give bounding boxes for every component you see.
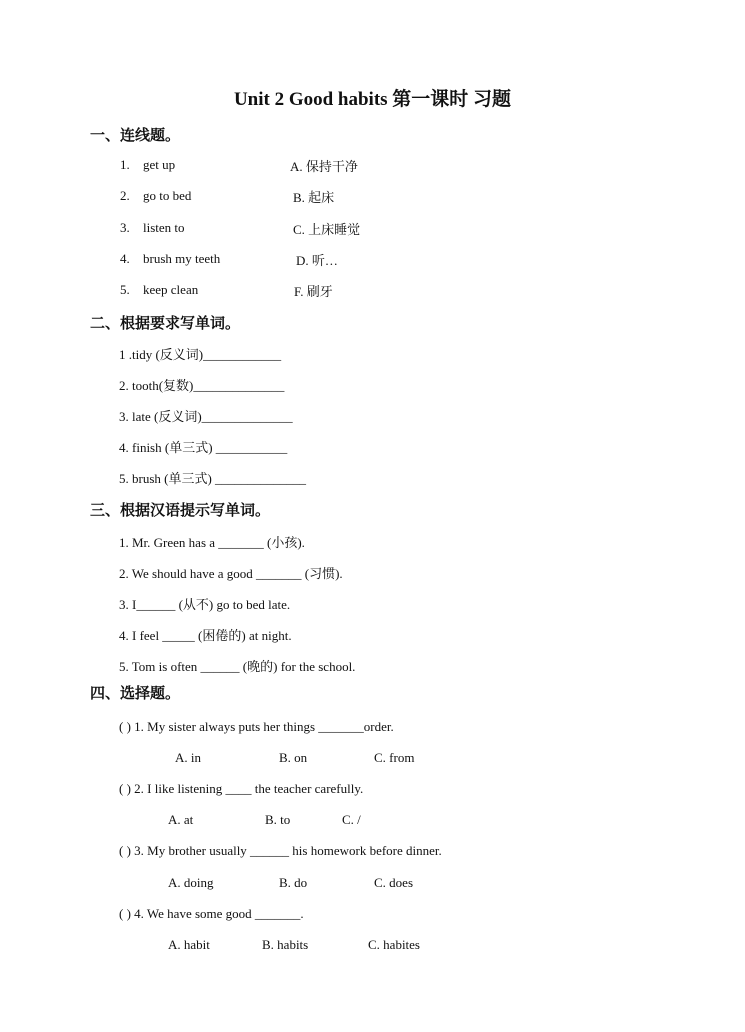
- section-heading-word-forms: 二、根据要求写单词。: [90, 316, 241, 332]
- match-english: go to bed: [143, 188, 192, 203]
- match-num: 4.: [120, 251, 130, 266]
- question-line: 5. Tom is often ______ (晚的) for the school.: [119, 659, 356, 674]
- match-english: brush my teeth: [143, 251, 221, 266]
- question-line: 2. We should have a good _______ (习惯).: [119, 566, 343, 581]
- section-heading-matching: 一、连线题。: [90, 128, 181, 144]
- choice-option: B. do: [279, 875, 308, 890]
- question-line: 1 .tidy (反义词)____________: [119, 347, 282, 362]
- match-option: D. 听…: [296, 253, 338, 268]
- question-line: 1. Mr. Green has a _______ (小孩).: [119, 535, 305, 550]
- choice-option: B. habits: [262, 937, 309, 952]
- match-english: get up: [143, 157, 176, 172]
- choice-option: B. to: [265, 812, 291, 827]
- choice-option: A. at: [168, 812, 194, 827]
- choice-question: ( ) 1. My sister always puts her things _______order.: [119, 719, 394, 734]
- match-option: F. 刷牙: [294, 284, 333, 299]
- question-line: 4. finish (单三式) ___________: [119, 440, 288, 455]
- choice-option: C. /: [342, 812, 361, 827]
- question-line: 3. late (反义词)______________: [119, 409, 293, 424]
- choice-option: B. on: [279, 750, 308, 765]
- match-num: 5.: [120, 282, 130, 297]
- choice-option: A. doing: [168, 875, 214, 890]
- match-num: 1.: [120, 157, 130, 172]
- match-num: 2.: [120, 188, 130, 203]
- match-option: A. 保持干净: [290, 159, 358, 174]
- choice-question: ( ) 4. We have some good _______.: [119, 906, 304, 921]
- choice-question: ( ) 3. My brother usually ______ his homework before dinner.: [119, 843, 442, 858]
- match-option: B. 起床: [293, 190, 335, 205]
- match-option: C. 上床睡觉: [293, 222, 361, 237]
- match-english: keep clean: [143, 282, 199, 297]
- section-heading-chinese-hints: 三、根据汉语提示写单词。: [90, 503, 271, 519]
- page-title: Unit 2 Good habits 第一课时 习题: [233, 89, 512, 110]
- choice-option: C. habites: [368, 937, 420, 952]
- choice-option: C. from: [374, 750, 415, 765]
- question-line: 5. brush (单三式) ______________: [119, 471, 307, 486]
- question-line: 3. I______ (从不) go to bed late.: [119, 597, 291, 612]
- match-english: listen to: [143, 220, 185, 235]
- section-heading-multiple-choice: 四、选择题。: [90, 686, 181, 702]
- question-line: 2. tooth(复数)______________: [119, 378, 285, 393]
- match-num: 3.: [120, 220, 130, 235]
- choice-question: ( ) 2. I like listening ____ the teacher carefully.: [119, 781, 364, 796]
- question-line: 4. I feel _____ (困倦的) at night.: [119, 628, 292, 643]
- choice-option: C. does: [374, 875, 413, 890]
- choice-option: A. habit: [168, 937, 210, 952]
- choice-option: A. in: [175, 750, 201, 765]
